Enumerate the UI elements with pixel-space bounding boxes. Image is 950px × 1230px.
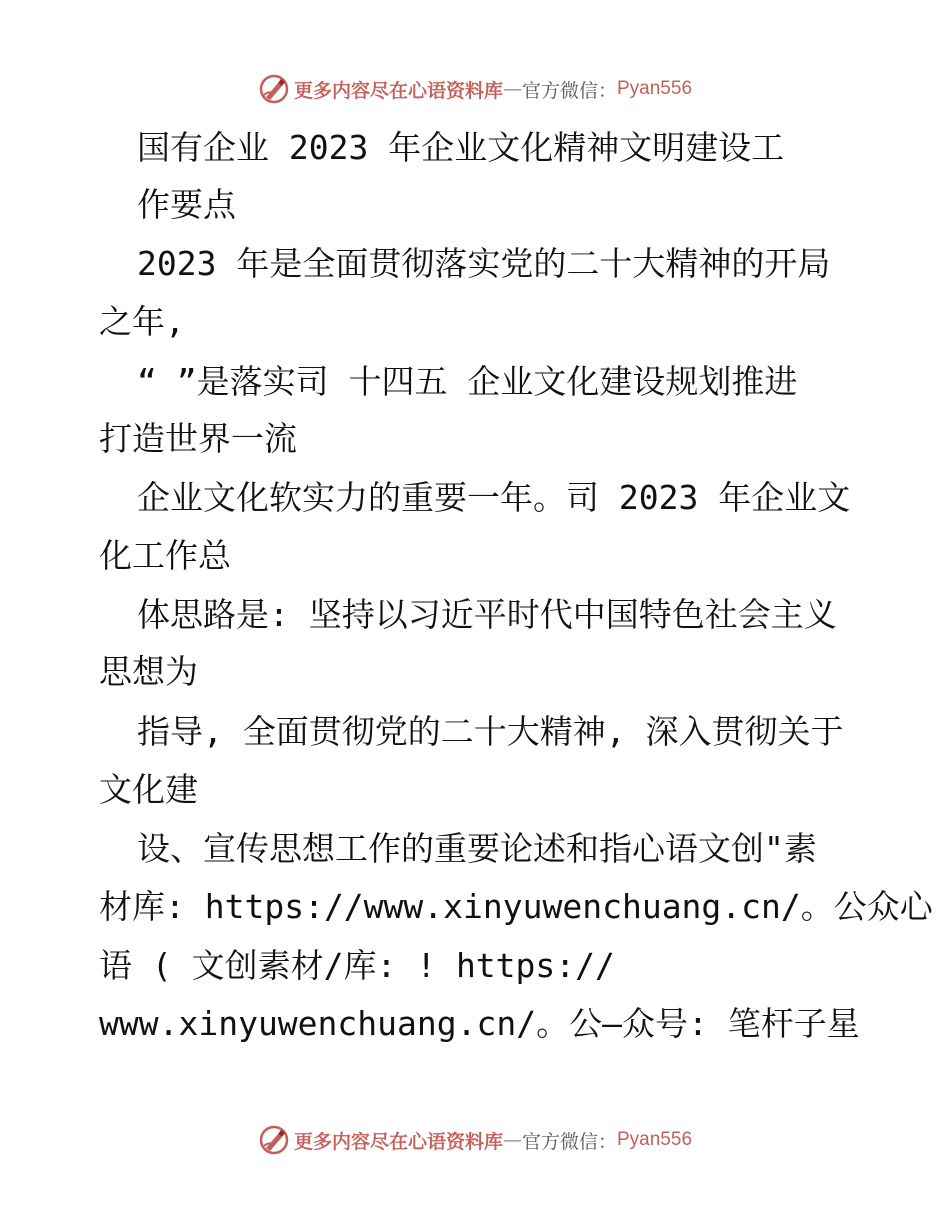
text-line: 国有企业 2023 年企业文化精神文明建设工 [137,128,785,167]
text-line: “ ”是落实司 十四五 企业文化建设规划推进 [137,362,798,401]
text-line: www.xinyuwenchuang.cn/。公—众号: 笔杆子星 [99,1004,860,1043]
banner-wechat-label: 官方微信： [521,79,617,102]
text-line: 材库: https://www.xinyuwenchuang.cn/。公众心 [99,887,933,926]
text-line: 之年, [99,302,185,341]
banner-separator: — [502,78,522,100]
text-line: 2023 年是全面贯彻落实党的二十大精神的开局 [137,244,831,283]
banner-wechat-id: Pyan556 [617,78,693,99]
text-line: 思想为 [99,652,198,691]
text-line: 指导, 全面贯彻党的二十大精神, 深入贯彻关于 [137,712,844,751]
text-line: 企业文化软实力的重要一年。司 2023 年企业文 [137,478,851,517]
text-line: 文化建 [99,770,198,809]
text-line: 化工作总 [99,536,231,575]
banner-title: 更多内容尽在心语资料库 [293,1130,503,1153]
text-line: 体思路是: 坚持以习近平时代中国特色社会主义 [137,595,837,634]
banner-title: 更多内容尽在心语资料库 [293,79,503,102]
text-line: 语 ( 文创素材/库: ! https:// [99,946,615,985]
text-line: 作要点 [137,185,236,224]
banner-wechat-id: Pyan556 [617,1129,693,1150]
banner-wechat-label: 官方微信： [521,1130,617,1153]
text-line: 设、宣传思想工作的重要论述和指心语文创"素 [137,829,817,868]
banner-separator: — [502,1129,522,1151]
footer-banner [0,1123,950,1157]
text-line: 打造世界一流 [99,419,297,458]
pen-logo-icon [258,1124,290,1156]
